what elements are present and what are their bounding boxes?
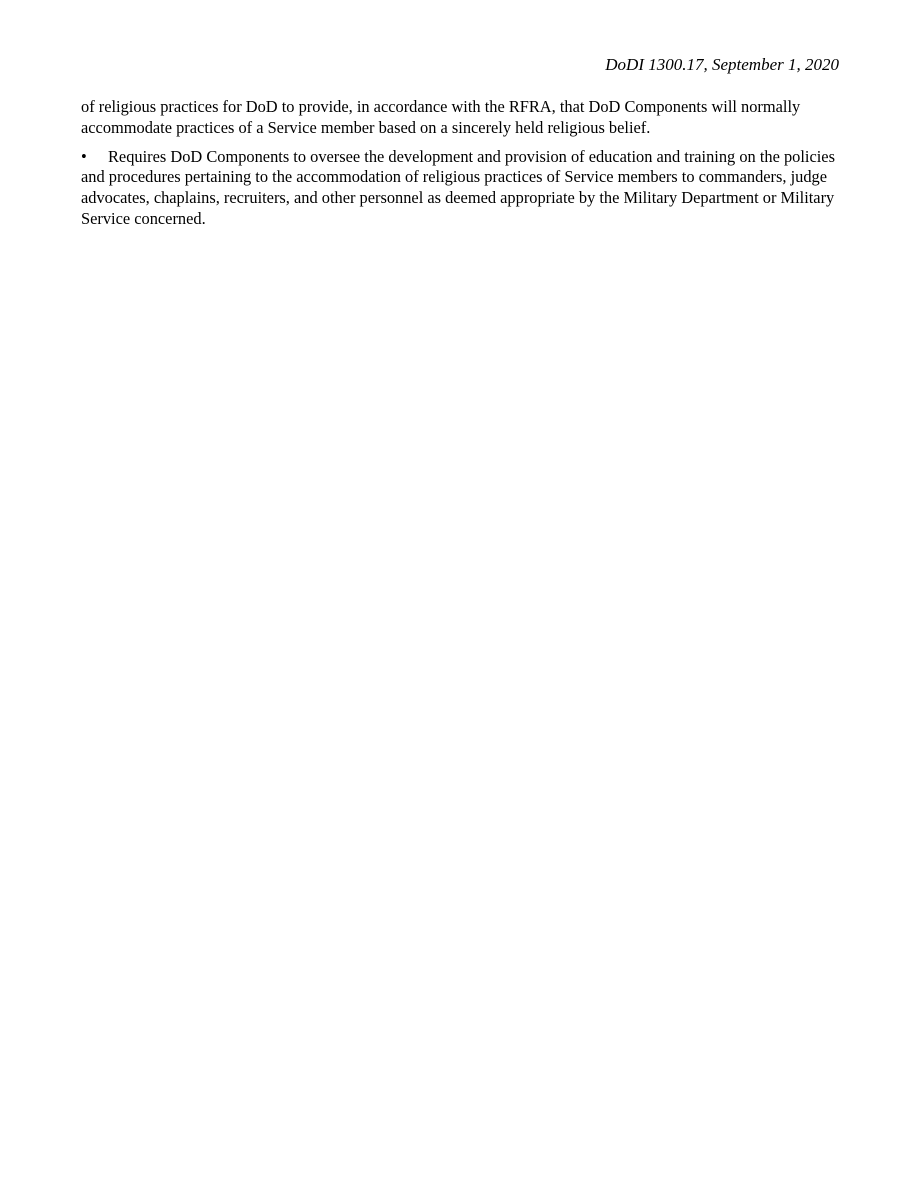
continuation-paragraph: of religious practices for DoD to provide, in accordance with the RFRA, that DoD Components will normally accommodate practices of a Service member based on a sincerely held religious belief. [81, 97, 801, 137]
bullet-icon: • [81, 146, 87, 166]
bullet-item [81, 147, 841, 230]
document-body [81, 97, 841, 230]
running-header: DoDI 1300.17, September 1, 2020 [605, 55, 839, 74]
bullet-text: Requires DoD Components to oversee the development and provision of education and training on the policies and procedures pertaining to the accommodation of religious practices of Service members to commanders, judge advocates, chaplains, recruiters, and other personnel as deemed appropriate by the Military Department or Military Service concerned. [81, 146, 835, 228]
